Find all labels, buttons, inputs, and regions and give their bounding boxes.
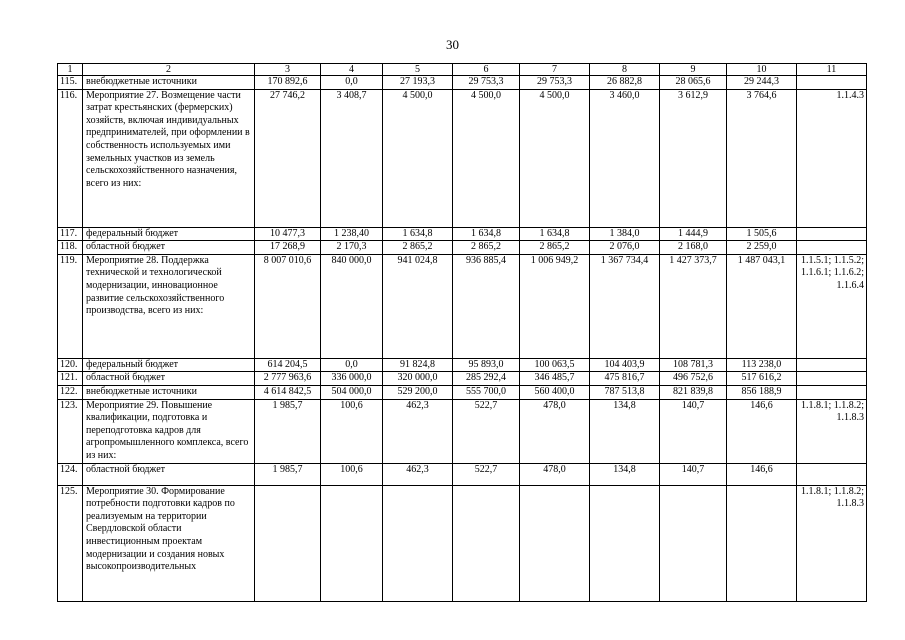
column-header: 5 (383, 64, 453, 76)
value-cell: 555 700,0 (453, 385, 520, 399)
value-cell: 1 238,40 (321, 227, 383, 241)
value-cell: 2 076,0 (590, 241, 660, 255)
value-cell: 840 000,0 (321, 254, 383, 358)
row-number: 115. (58, 76, 83, 90)
column-header: 8 (590, 64, 660, 76)
column-header: 4 (321, 64, 383, 76)
value-cell: 140,7 (660, 399, 727, 463)
value-cell: 529 200,0 (383, 385, 453, 399)
value-cell (255, 485, 321, 601)
column-header: 9 (660, 64, 727, 76)
value-cell: 100,6 (321, 463, 383, 485)
value-cell: 346 485,7 (520, 372, 590, 386)
row-description: федеральный бюджет (83, 227, 255, 241)
value-cell: 504 000,0 (321, 385, 383, 399)
row-number: 116. (58, 89, 83, 227)
value-cell: 27 193,3 (383, 76, 453, 90)
value-cell (590, 485, 660, 601)
value-cell: 560 400,0 (520, 385, 590, 399)
value-cell: 134,8 (590, 463, 660, 485)
target-code (797, 241, 867, 255)
value-cell: 27 746,2 (255, 89, 321, 227)
row-description: областной бюджет (83, 241, 255, 255)
table-row (58, 76, 867, 90)
value-cell: 28 065,6 (660, 76, 727, 90)
row-number: 120. (58, 358, 83, 372)
target-code (797, 227, 867, 241)
value-cell: 936 885,4 (453, 254, 520, 358)
value-cell: 941 024,8 (383, 254, 453, 358)
value-cell: 1 384,0 (590, 227, 660, 241)
column-header: 3 (255, 64, 321, 76)
row-number: 123. (58, 399, 83, 463)
value-cell: 821 839,8 (660, 385, 727, 399)
value-cell (453, 485, 520, 601)
row-number: 119. (58, 254, 83, 358)
value-cell: 4 500,0 (453, 89, 520, 227)
target-code: 1.1.5.1; 1.1.5.2; 1.1.6.1; 1.1.6.2; 1.1.6.4 (797, 254, 867, 358)
row-number: 125. (58, 485, 83, 601)
value-cell: 2 259,0 (727, 241, 797, 255)
value-cell: 17 268,9 (255, 241, 321, 255)
row-number: 122. (58, 385, 83, 399)
column-header: 2 (83, 64, 255, 76)
value-cell: 496 752,6 (660, 372, 727, 386)
row-description: Мероприятие 30. Формирование потребности подготовки кадров по реализуемым на территории Свердловской области инвестиционным проектам модернизации и создания новых высокопроизводительных (83, 485, 255, 601)
value-cell: 285 292,4 (453, 372, 520, 386)
value-cell: 2 170,3 (321, 241, 383, 255)
value-cell: 462,3 (383, 399, 453, 463)
value-cell: 517 616,2 (727, 372, 797, 386)
value-cell: 104 403,9 (590, 358, 660, 372)
value-cell: 614 204,5 (255, 358, 321, 372)
value-cell: 100 063,5 (520, 358, 590, 372)
value-cell: 1 487 043,1 (727, 254, 797, 358)
column-header: 11 (797, 64, 867, 76)
row-number: 117. (58, 227, 83, 241)
table-row (58, 399, 867, 463)
value-cell: 108 781,3 (660, 358, 727, 372)
value-cell: 2 168,0 (660, 241, 727, 255)
row-description: Мероприятие 27. Возмещение части затрат крестьянских (фермерских) хозяйств, включая индивидуальных предпринимателей, при оформлении в собственность используемых ими земельных участков из земель сельскохозяйственного назначения, всего из них: (83, 89, 255, 227)
table-row (58, 241, 867, 255)
value-cell: 4 500,0 (383, 89, 453, 227)
column-header: 1 (58, 64, 83, 76)
table-row (58, 89, 867, 227)
column-header: 6 (453, 64, 520, 76)
value-cell: 170 892,6 (255, 76, 321, 90)
value-cell: 1 006 949,2 (520, 254, 590, 358)
table-row (58, 227, 867, 241)
row-description: федеральный бюджет (83, 358, 255, 372)
table-row (58, 485, 867, 601)
value-cell: 8 007 010,6 (255, 254, 321, 358)
target-code (797, 463, 867, 485)
value-cell: 0,0 (321, 76, 383, 90)
value-cell: 95 893,0 (453, 358, 520, 372)
column-header: 7 (520, 64, 590, 76)
value-cell: 3 460,0 (590, 89, 660, 227)
value-cell: 522,7 (453, 399, 520, 463)
target-code: 1.1.8.1; 1.1.8.2; 1.1.8.3 (797, 399, 867, 463)
target-code: 1.1.4.3 (797, 89, 867, 227)
value-cell: 320 000,0 (383, 372, 453, 386)
table-row (58, 358, 867, 372)
value-cell: 140,7 (660, 463, 727, 485)
value-cell: 1 985,7 (255, 399, 321, 463)
value-cell: 0,0 (321, 358, 383, 372)
value-cell: 478,0 (520, 399, 590, 463)
value-cell: 2 865,2 (383, 241, 453, 255)
column-header: 10 (727, 64, 797, 76)
value-cell: 100,6 (321, 399, 383, 463)
value-cell: 1 427 373,7 (660, 254, 727, 358)
value-cell: 146,6 (727, 463, 797, 485)
page-number: 30 (446, 37, 459, 52)
value-cell: 4 614 842,5 (255, 385, 321, 399)
value-cell: 91 824,8 (383, 358, 453, 372)
value-cell: 787 513,8 (590, 385, 660, 399)
value-cell: 336 000,0 (321, 372, 383, 386)
value-cell: 1 634,8 (453, 227, 520, 241)
target-code (797, 358, 867, 372)
value-cell: 3 764,6 (727, 89, 797, 227)
row-number: 121. (58, 372, 83, 386)
value-cell (520, 485, 590, 601)
row-number: 118. (58, 241, 83, 255)
value-cell: 10 477,3 (255, 227, 321, 241)
table-row (58, 463, 867, 485)
value-cell: 26 882,8 (590, 76, 660, 90)
row-description: областной бюджет (83, 463, 255, 485)
target-code (797, 385, 867, 399)
table-row (58, 372, 867, 386)
target-code (797, 372, 867, 386)
value-cell: 3 612,9 (660, 89, 727, 227)
value-cell: 29 753,3 (520, 76, 590, 90)
value-cell: 1 634,8 (520, 227, 590, 241)
value-cell: 29 753,3 (453, 76, 520, 90)
value-cell: 2 865,2 (453, 241, 520, 255)
value-cell: 1 505,6 (727, 227, 797, 241)
value-cell: 2 777 963,6 (255, 372, 321, 386)
row-description: Мероприятие 28. Поддержка технической и технологической модернизации, инновационное развитие сельскохозяйственного производства, всего из них: (83, 254, 255, 358)
value-cell: 1 985,7 (255, 463, 321, 485)
program-table (57, 63, 867, 602)
value-cell: 522,7 (453, 463, 520, 485)
row-description: внебюджетные источники (83, 76, 255, 90)
value-cell: 29 244,3 (727, 76, 797, 90)
value-cell: 4 500,0 (520, 89, 590, 227)
value-cell (321, 485, 383, 601)
row-number: 124. (58, 463, 83, 485)
value-cell (383, 485, 453, 601)
target-code (797, 76, 867, 90)
row-description: Мероприятие 29. Повышение квалификации, подготовка и переподготовка кадров для агропромышленного комплекса, всего из них: (83, 399, 255, 463)
table-row (58, 254, 867, 358)
column-header-row (58, 64, 867, 76)
value-cell: 1 444,9 (660, 227, 727, 241)
value-cell: 3 408,7 (321, 89, 383, 227)
target-code: 1.1.8.1; 1.1.8.2; 1.1.8.3 (797, 485, 867, 601)
value-cell: 1 634,8 (383, 227, 453, 241)
value-cell: 1 367 734,4 (590, 254, 660, 358)
row-description: внебюджетные источники (83, 385, 255, 399)
value-cell: 134,8 (590, 399, 660, 463)
value-cell: 475 816,7 (590, 372, 660, 386)
table-row (58, 385, 867, 399)
value-cell: 478,0 (520, 463, 590, 485)
value-cell: 856 188,9 (727, 385, 797, 399)
value-cell: 462,3 (383, 463, 453, 485)
value-cell: 146,6 (727, 399, 797, 463)
row-description: областной бюджет (83, 372, 255, 386)
value-cell (660, 485, 727, 601)
value-cell: 113 238,0 (727, 358, 797, 372)
value-cell: 2 865,2 (520, 241, 590, 255)
value-cell (727, 485, 797, 601)
